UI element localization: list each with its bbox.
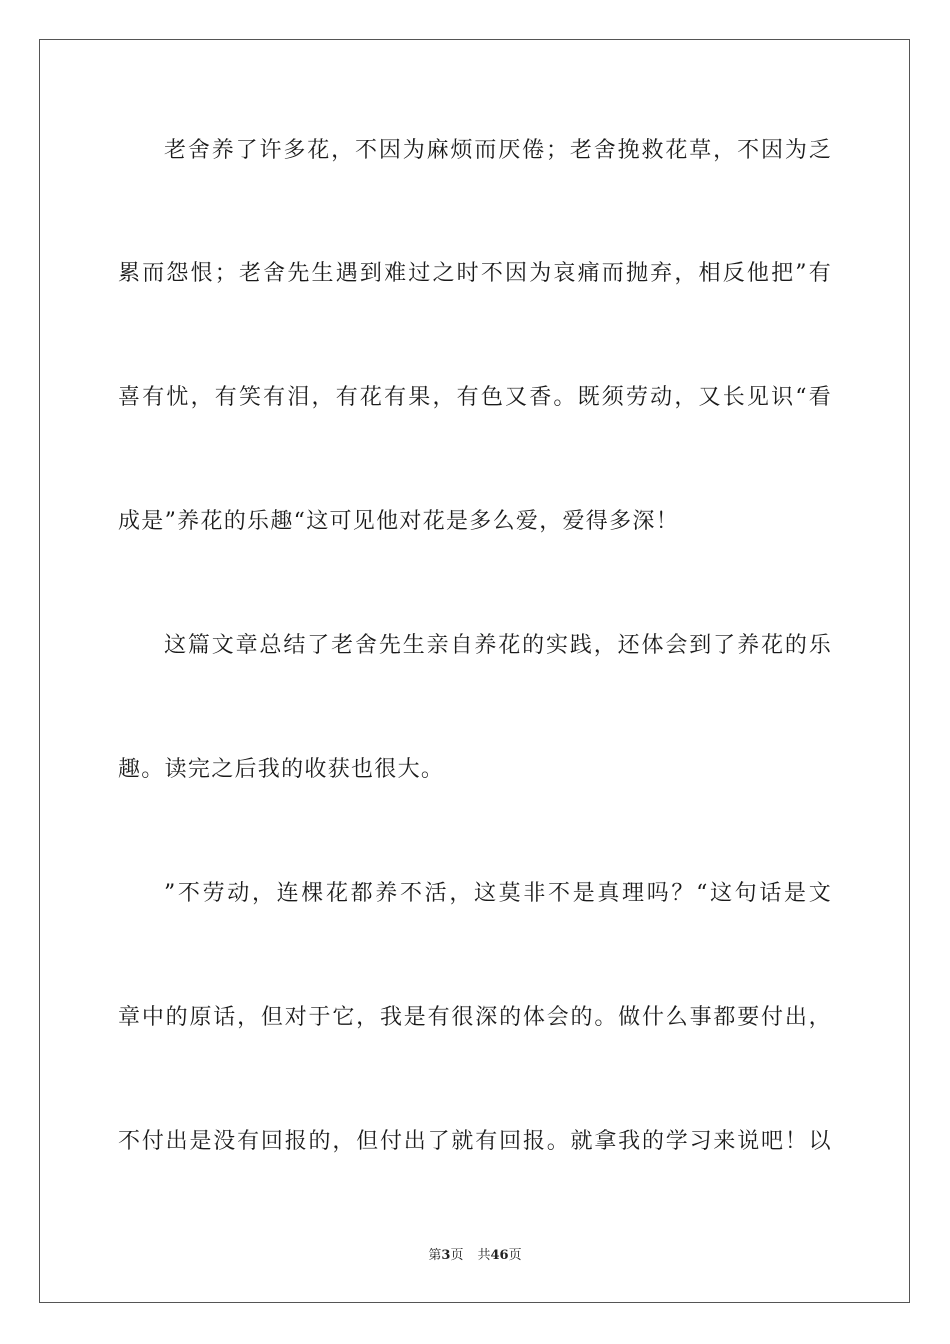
- paragraph-2-line-1: 这篇文章总结了老舍先生亲自养花的实践，还体会到了养花的乐: [164, 633, 832, 658]
- paragraph-1-line-2: 累而怨恨；老舍先生遇到难过之时不因为哀痛而抛弃，相反他把”有: [118, 261, 832, 286]
- page-prefix: 第: [428, 1248, 442, 1263]
- paragraph-3-line-1: ”不劳动，连棵花都养不活，这莫非不是真理吗？“这句话是文: [164, 881, 832, 906]
- paragraph-1-line-4: 成是”养花的乐趣“这可见他对花是多么爱，爱得多深！: [118, 509, 679, 534]
- page-number: 3: [441, 1248, 451, 1263]
- paragraph-1-line-1: 老舍养了许多花，不因为麻烦而厌倦；老舍挽救花草，不因为乏: [164, 138, 832, 163]
- paragraph-1-line-3: 喜有忧，有笑有泪，有花有果，有色又香。既须劳动，又长见识“看: [118, 385, 832, 410]
- page-footer: [0, 1247, 950, 1265]
- paragraph-3-line-3: 不付出是没有回报的，但付出了就有回报。就拿我的学习来说吧！以: [118, 1129, 832, 1154]
- total-prefix: 共: [477, 1248, 491, 1263]
- page-border: [39, 39, 910, 1303]
- paragraph-2-line-2: 趣。读完之后我的收获也很大。: [118, 757, 445, 782]
- total-pages: 46: [490, 1248, 509, 1263]
- total-suffix: 页: [508, 1248, 522, 1263]
- paragraph-3-line-2: 章中的原话，但对于它，我是有很深的体会的。做什么事都要付出，: [118, 1005, 832, 1030]
- page-suffix: 页: [450, 1248, 464, 1263]
